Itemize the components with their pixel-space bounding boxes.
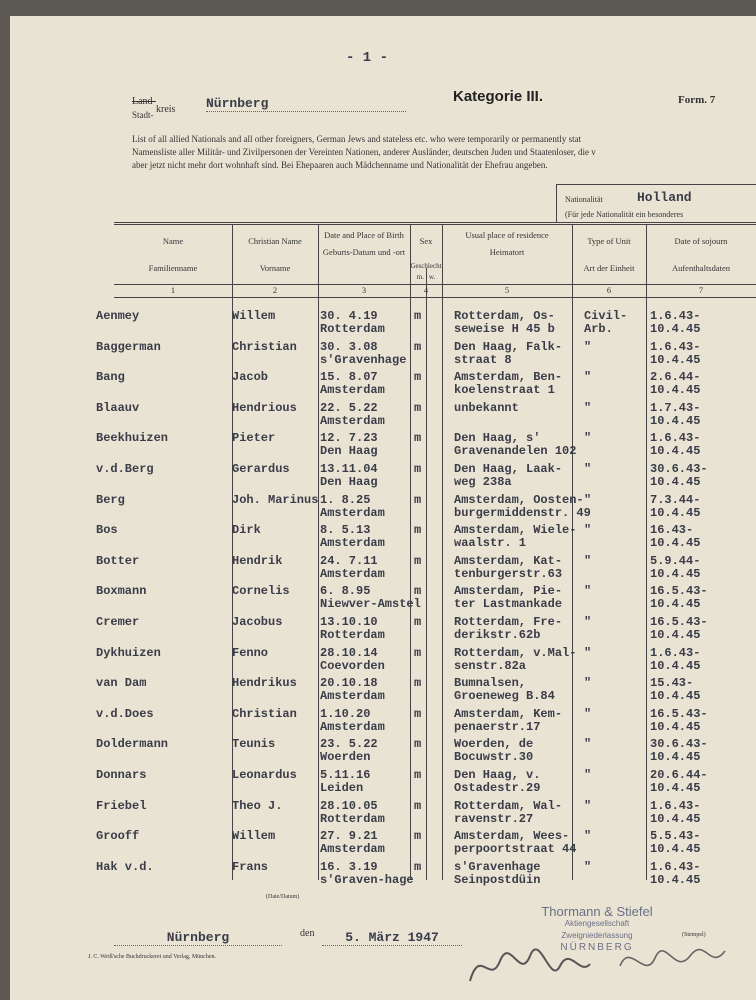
cell-res1: Amsterdam, Kem- xyxy=(454,706,563,721)
cell-name: Dykhuizen xyxy=(96,645,161,660)
cell-date2: 10.4.45 xyxy=(650,444,701,459)
cell-birth2: Rotterdam xyxy=(320,811,385,826)
table-row xyxy=(10,523,756,551)
cell-date1: 20.6.44- xyxy=(650,768,708,782)
cell-res2: tenburgerstr.63 xyxy=(454,566,563,581)
cell-unit1: " xyxy=(584,584,592,599)
table-row xyxy=(10,462,756,489)
table-row xyxy=(10,645,756,673)
cell-res2: senstr.82a xyxy=(454,658,527,673)
cell-name: Aenmey xyxy=(96,309,140,323)
cell-date2: 10.4.45 xyxy=(650,322,701,336)
cell-res1: Amsterdam, Pie- xyxy=(454,584,563,599)
cell-res2: seweise H 45 b xyxy=(454,322,555,336)
cell-birth1: 13.10.10 xyxy=(320,615,378,629)
cell-vorname: Jacob xyxy=(232,370,269,385)
cell-date2: 10.4.45 xyxy=(650,505,701,520)
cell-vorname: Hendrious xyxy=(232,400,297,415)
cell-birth1: 27. 9.21 xyxy=(320,829,378,844)
cell-date1: 16.5.43- xyxy=(650,584,708,599)
cell-sex: m xyxy=(414,492,422,507)
cell-res1: Den Haag, s' xyxy=(454,431,541,446)
city-name: Nürnberg xyxy=(206,96,406,112)
col-header-birth xyxy=(318,230,410,258)
cell-res1: Bumnalsen, xyxy=(454,676,527,691)
cell-res1: Amsterdam, Wiele- xyxy=(454,523,577,538)
intro-english: List of all allied Nationals and all other foreigners, German Jews and stateless etc. who were temporarily or permanently stat xyxy=(132,134,582,144)
cell-date2: 10.4.45 xyxy=(650,566,701,581)
cell-name: Doldermann xyxy=(96,737,169,752)
cell-date1: 16.5.43- xyxy=(650,706,708,721)
date-label: (Date/Datum) xyxy=(266,894,300,900)
cell-res1: Den Haag, Falk- xyxy=(454,339,563,354)
cell-date2: 10.4.45 xyxy=(650,658,701,673)
col-num-5: 5 xyxy=(504,285,510,295)
cell-name: v.d.Berg xyxy=(96,462,154,476)
col-header-residence-de: Heimatort xyxy=(489,247,525,257)
footer-date: 5. März 1947 xyxy=(322,930,462,946)
cell-vorname: Willem xyxy=(232,309,276,323)
table-row xyxy=(10,706,756,734)
col-header-christian-en: Christian Name xyxy=(248,236,302,246)
cell-vorname: Hendrik xyxy=(232,553,283,568)
col-header-name-en: Name xyxy=(162,236,184,246)
cell-name: v.d.Does xyxy=(96,706,154,721)
cell-birth1: 28.10.14 xyxy=(320,645,378,660)
cell-name: Friebel xyxy=(96,798,147,813)
col-header-birth-de: Geburts-Datum und -ort xyxy=(322,247,406,257)
cell-sex: m xyxy=(414,553,422,568)
cell-vorname: Dirk xyxy=(232,523,261,538)
cell-date1: 1.7.43- xyxy=(650,400,701,415)
nationality-box xyxy=(556,184,756,223)
cell-unit1: " xyxy=(584,645,592,660)
footer-city: Nürnberg xyxy=(114,930,282,946)
cell-res1: Amsterdam, Oosten- xyxy=(454,492,584,507)
table-row xyxy=(10,829,756,857)
cell-birth1: 22. 5.22 xyxy=(320,400,378,415)
stamp-line-2: Aktiengesellschaft xyxy=(564,919,630,928)
cell-vorname: Christian xyxy=(232,339,297,354)
cell-sex: m xyxy=(414,523,422,538)
cell-birth2: Amsterdam xyxy=(320,505,385,520)
cell-birth2: Leiden xyxy=(320,781,364,795)
cell-res1: Den Haag, v. xyxy=(454,768,541,782)
cell-date1: 5.9.44- xyxy=(650,553,701,568)
cell-name: Grooff xyxy=(96,829,140,844)
cell-date2: 10.4.45 xyxy=(650,811,701,826)
cell-date2: 10.4.45 xyxy=(650,781,701,795)
cell-vorname: Teunis xyxy=(232,737,276,752)
cell-sex: m xyxy=(414,859,422,874)
cell-birth2: s'Graven-hage xyxy=(320,872,414,887)
cell-birth2: Amsterdam xyxy=(320,413,385,428)
cell-unit1: " xyxy=(584,768,592,782)
cell-unit1: " xyxy=(584,829,592,844)
cell-birth1: 30. 3.08 xyxy=(320,339,378,354)
cell-vorname: Hendrikus xyxy=(232,676,297,691)
cell-unit1: " xyxy=(584,339,592,354)
cell-birth1: 13.11.04 xyxy=(320,462,378,476)
cell-sex: m xyxy=(414,370,422,385)
cell-res2: ravenstr.27 xyxy=(454,811,534,826)
table-row xyxy=(10,768,756,795)
cell-sex: m xyxy=(414,706,422,721)
table-row xyxy=(10,492,756,520)
cell-name: Berg xyxy=(96,492,125,507)
cell-birth1: 23. 5.22 xyxy=(320,737,378,752)
col-header-sex-sub: m. | w. xyxy=(416,273,436,281)
stamp-line-3: Zweigniederlassung xyxy=(561,931,633,940)
cell-birth2: Woerden xyxy=(320,750,371,765)
cell-date1: 2.6.44- xyxy=(650,370,701,385)
cell-date2: 10.4.45 xyxy=(650,475,701,489)
cell-sex: m xyxy=(414,798,422,813)
cell-date2: 10.4.45 xyxy=(650,413,701,428)
table-row xyxy=(10,431,756,459)
cell-date1: 7.3.44- xyxy=(650,492,701,507)
cell-name: Bang xyxy=(96,370,125,385)
kreis-label: kreis xyxy=(156,104,176,115)
cell-birth2: Coevorden xyxy=(320,658,385,673)
cell-birth2: Niewver-Amstel xyxy=(320,597,421,612)
cell-sex: m xyxy=(414,829,422,844)
table-row xyxy=(10,370,756,398)
cell-name: Baggerman xyxy=(96,339,161,354)
col-header-birth-en: Date and Place of Birth xyxy=(324,230,404,240)
cell-date2: 10.4.45 xyxy=(650,352,701,367)
cell-sex: m xyxy=(414,676,422,691)
col-header-sex xyxy=(410,236,442,283)
nationality-note: (Für jede Nationalität ein besonderes xyxy=(565,210,684,219)
cell-res1: Amsterdam, Kat- xyxy=(454,553,563,568)
cell-sex: m xyxy=(414,431,422,446)
cell-res2: straat 8 xyxy=(454,352,512,367)
cell-name: Beekhuizen xyxy=(96,431,169,446)
cell-birth1: 1.10.20 xyxy=(320,706,371,721)
col-header-sex-de: Geschlecht xyxy=(410,262,442,270)
cell-res2: Gravenandelen 102 xyxy=(454,444,577,459)
cell-name: Donnars xyxy=(96,768,147,782)
table-number-rule xyxy=(114,297,756,298)
cell-birth2: Amsterdam xyxy=(320,719,385,734)
landkreis-struck: Land- xyxy=(132,96,156,107)
cell-res1: unbekannt xyxy=(454,400,519,415)
cell-birth1: 5.11.16 xyxy=(320,768,371,782)
cell-unit1: " xyxy=(584,737,592,752)
sex-subdivider xyxy=(426,268,427,880)
cell-sex: m xyxy=(414,400,422,415)
cell-name: Bos xyxy=(96,523,118,538)
cell-date1: 16.5.43- xyxy=(650,615,708,629)
cell-date2: 10.4.45 xyxy=(650,689,701,704)
cell-name: Botter xyxy=(96,553,140,568)
cell-res2: Groeneweg B.84 xyxy=(454,689,555,704)
cell-name: Cremer xyxy=(96,615,140,629)
cell-birth2: Amsterdam xyxy=(320,383,385,398)
table-row xyxy=(10,615,756,642)
cell-res1: Rotterdam, Wal- xyxy=(454,798,563,813)
cell-vorname: Pieter xyxy=(232,431,276,446)
stamp-line-4: NÜRNBERG xyxy=(560,942,634,953)
cell-date1: 1.6.43- xyxy=(650,645,701,660)
cell-date1: 5.5.43- xyxy=(650,829,701,844)
col-header-unit-de: Art der Einheit xyxy=(583,263,635,273)
cell-date1: 1.6.43- xyxy=(650,309,701,323)
cell-date1: 30.6.43- xyxy=(650,737,708,752)
cell-res2: weg 238a xyxy=(454,475,512,489)
printer-credit: J. C. Weiß'sche Buchdruckerei und Verlag, München. xyxy=(88,954,217,960)
col-header-sex-en: Sex xyxy=(419,236,433,246)
cell-unit1: " xyxy=(584,400,592,415)
col-num-6: 6 xyxy=(606,285,612,295)
cell-name: Boxmann xyxy=(96,584,147,599)
footer-den: den xyxy=(300,928,315,939)
col-header-sojourn-de: Aufenthaltsdaten xyxy=(671,263,731,273)
cell-birth2: Rotterdam xyxy=(320,322,385,336)
cell-birth2: Amsterdam xyxy=(320,689,385,704)
cell-vorname: Fenno xyxy=(232,645,269,660)
cell-res2: penaerstr.17 xyxy=(454,719,541,734)
category-title: Kategorie III. xyxy=(453,88,544,105)
cell-vorname: Jacobus xyxy=(232,615,283,629)
stadt-label: Stadt- xyxy=(132,110,154,120)
cell-sex: m xyxy=(414,309,422,323)
cell-birth1: 12. 7.23 xyxy=(320,431,378,446)
cell-sex: m xyxy=(414,462,422,476)
cell-vorname: Christian xyxy=(232,706,297,721)
cell-res1: Rotterdam, Fre- xyxy=(454,615,563,629)
table-row xyxy=(10,737,756,765)
cell-vorname: Theo J. xyxy=(232,798,283,813)
cell-date2: 10.4.45 xyxy=(650,628,701,642)
cell-res2: derikstr.62b xyxy=(454,628,541,642)
cell-birth1: 8. 5.13 xyxy=(320,523,371,538)
cell-unit1: " xyxy=(584,523,592,538)
cell-sex: m xyxy=(414,645,422,660)
table-row xyxy=(10,553,756,581)
cell-date2: 10.4.45 xyxy=(650,719,701,734)
stempel-label: (Stempel) xyxy=(682,932,706,938)
cell-date1: 1.6.43- xyxy=(650,339,701,354)
cell-birth1: 28.10.05 xyxy=(320,798,378,813)
cell-sex: m xyxy=(414,737,422,752)
cell-date1: 30.6.43- xyxy=(650,462,708,476)
cell-birth1: 30. 4.19 xyxy=(320,309,378,323)
stamp-line-1: Thormann & Stiefel xyxy=(541,904,653,919)
table-row xyxy=(10,676,756,704)
table-row xyxy=(10,798,756,826)
cell-date2: 10.4.45 xyxy=(650,383,701,398)
col-num-2: 2 xyxy=(272,285,278,295)
cell-res1: Woerden, de xyxy=(454,737,534,752)
cell-res2: burgermiddenstr. 49 xyxy=(454,505,591,520)
cell-res1: Den Haag, Laak- xyxy=(454,462,563,476)
page-number: - 1 - xyxy=(346,50,389,66)
cell-unit2: Arb. xyxy=(584,322,613,336)
cell-res2: waalstr. 1 xyxy=(454,536,527,551)
cell-vorname: Joh. Marinus xyxy=(232,492,319,507)
cell-res1: s'Gravenhage xyxy=(454,859,541,874)
cell-birth1: 15. 8.07 xyxy=(320,370,378,385)
cell-birth1: 24. 7.11 xyxy=(320,553,378,568)
cell-unit1: " xyxy=(584,859,592,874)
table-row xyxy=(10,339,756,367)
table-row xyxy=(10,859,756,887)
col-num-4: 4 xyxy=(423,285,429,295)
cell-unit1: Civil- xyxy=(584,309,628,323)
col-header-residence-en: Usual place of residence xyxy=(465,230,549,240)
cell-res2: perpoortstraat 44 xyxy=(454,842,577,857)
col-header-unit xyxy=(572,236,646,274)
cell-birth1: 20.10.18 xyxy=(320,676,378,691)
cell-res2: Seinpostdüin xyxy=(454,872,541,887)
cell-res1: Amsterdam, Wees- xyxy=(454,829,570,844)
cell-date1: 1.6.43- xyxy=(650,431,701,446)
col-header-sojourn-en: Date of sojourn xyxy=(674,236,728,246)
cell-res1: Rotterdam, v.Mal- xyxy=(454,645,577,660)
cell-name: van Dam xyxy=(96,676,147,691)
cell-date2: 10.4.45 xyxy=(650,842,701,857)
cell-vorname: Gerardus xyxy=(232,462,290,476)
cell-date2: 10.4.45 xyxy=(650,750,701,765)
col-num-3: 3 xyxy=(361,285,367,295)
table-top-rule-2 xyxy=(114,224,756,225)
cell-vorname: Cornelis xyxy=(232,584,290,599)
cell-date1: 1.6.43- xyxy=(650,859,701,874)
cell-date1: 16.43- xyxy=(650,523,694,538)
nationality-label: Nationalität xyxy=(565,195,603,204)
cell-date2: 10.4.45 xyxy=(650,872,701,887)
cell-unit1: " xyxy=(584,553,592,568)
col-header-christian xyxy=(232,236,318,274)
cell-res2: Ostadestr.29 xyxy=(454,781,541,795)
table-row xyxy=(10,400,756,428)
table-row xyxy=(10,584,756,612)
cell-date1: 15.43- xyxy=(650,676,694,691)
cell-unit1: " xyxy=(584,798,592,813)
col-header-sojourn xyxy=(646,236,756,274)
cell-date2: 10.4.45 xyxy=(650,597,701,612)
cell-sex: m xyxy=(414,584,422,599)
cell-unit1: " xyxy=(584,706,592,721)
document-page xyxy=(10,16,756,1000)
cell-sex: m xyxy=(414,615,422,629)
cell-birth1: 1. 8.25 xyxy=(320,492,371,507)
col-header-name xyxy=(114,236,232,274)
cell-birth1: 16. 3.19 xyxy=(320,859,378,874)
cell-vorname: Willem xyxy=(232,829,276,844)
cell-birth2: Amsterdam xyxy=(320,566,385,581)
cell-unit1: " xyxy=(584,492,592,507)
cell-birth2: Amsterdam xyxy=(320,842,385,857)
cell-res2: Bocuwstr.30 xyxy=(454,750,534,765)
cell-unit1: " xyxy=(584,615,592,629)
col-header-christian-de: Vorname xyxy=(259,263,291,273)
cell-birth2: Den Haag xyxy=(320,475,378,489)
form-number: Form. 7 xyxy=(678,94,716,106)
cell-birth2: s'Gravenhage xyxy=(320,352,407,367)
cell-birth2: Rotterdam xyxy=(320,628,385,642)
table-row xyxy=(10,309,756,336)
cell-unit1: " xyxy=(584,370,592,385)
cell-birth1: 6. 8.95 xyxy=(320,584,371,599)
cell-birth2: Den Haag xyxy=(320,444,378,459)
cell-unit1: " xyxy=(584,462,592,476)
col-num-7: 7 xyxy=(698,285,704,295)
col-header-name-de: Familienname xyxy=(148,263,198,273)
cell-name: Hak v.d. xyxy=(96,859,154,874)
cell-res2: ter Lastmankade xyxy=(454,597,563,612)
cell-vorname: Leonardus xyxy=(232,768,297,782)
cell-sex: m xyxy=(414,339,422,354)
intro-german-1: Namensliste aller Militär- und Zivilpersonen der Vereinten Nationen, anderer Ausländer, deutschen Juden und Staatenloser, die v xyxy=(132,147,596,157)
col-header-unit-en: Type of Unit xyxy=(587,236,631,246)
cell-res1: Rotterdam, Os- xyxy=(454,309,555,323)
table-top-rule xyxy=(114,222,756,223)
nationality-value: Holland xyxy=(637,190,692,205)
cell-date1: 1.6.43- xyxy=(650,798,701,813)
col-header-residence xyxy=(442,230,572,258)
cell-name: Blaauv xyxy=(96,400,140,415)
cell-sex: m xyxy=(414,768,422,782)
cell-vorname: Frans xyxy=(232,859,269,874)
cell-res1: Amsterdam, Ben- xyxy=(454,370,563,385)
cell-res2: koelenstraat 1 xyxy=(454,383,555,398)
signature-scribble xyxy=(460,936,740,996)
cell-unit1: " xyxy=(584,431,592,446)
cell-date2: 10.4.45 xyxy=(650,536,701,551)
cell-birth2: Amsterdam xyxy=(320,536,385,551)
cell-unit1: " xyxy=(584,676,592,691)
col-num-1: 1 xyxy=(170,285,176,295)
intro-german-2: aber jetzt nicht mehr dort wohnhaft sind. Bei Ehepaaren auch Mädchenname und Nationalität der Ehefrau angeben. xyxy=(132,160,548,170)
